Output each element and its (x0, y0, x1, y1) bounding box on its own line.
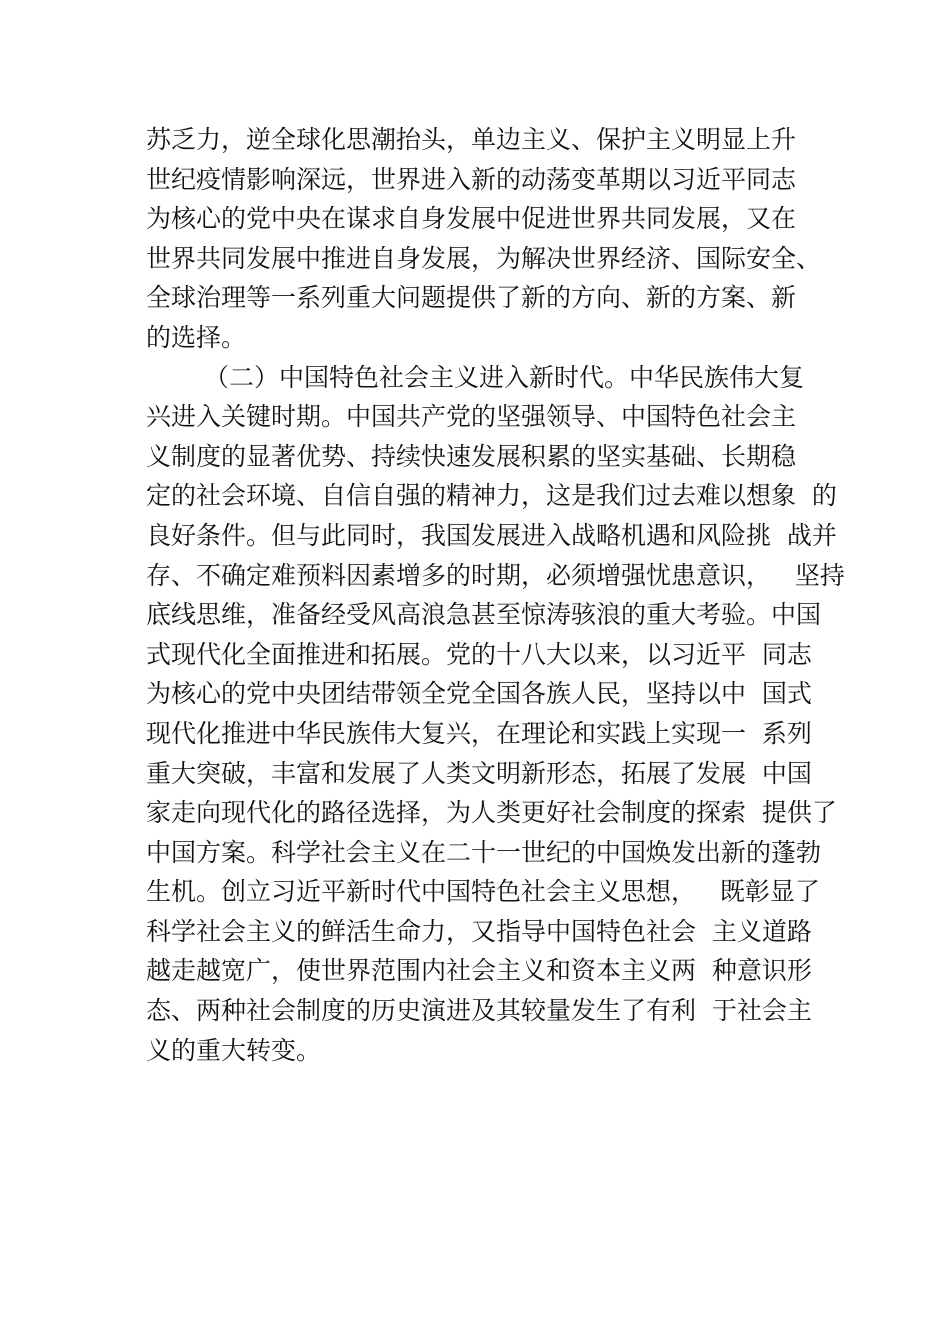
text-line: 为核心的党中央在谋求自身发展中促进世界共同发展，又在 (146, 204, 797, 234)
text-line: 世界共同发展中推进自身发展，为解决世界经济、国际安全、 (146, 243, 822, 273)
text-line: 生机。创立习近平新时代中国特色社会主义思想， 既彰显了 (146, 877, 820, 907)
section-heading-line: （二）中国特色社会主义进入新时代。中华民族伟大复 (204, 362, 805, 392)
text-line: 重大突破，丰富和发展了人类文明新形态，拓展了发展 中国 (146, 758, 812, 788)
text-line: 中国方案。科学社会主义在二十一世纪的中国焕发出新的蓬勃 (146, 837, 822, 867)
text-line: 式现代化全面推进和拓展。党的十八大以来，以习近平 同志 (146, 639, 812, 669)
text-line: 义制度的显著优势、持续快速发展积累的坚实基础、长期稳 (146, 441, 797, 471)
text-line: 定的社会环境、自信自强的精神力，这是我们过去难以想象 的 (146, 481, 837, 511)
text-line: 义的重大转变。 (146, 1035, 322, 1065)
text-line: 苏乏力，逆全球化思潮抬头，单边主义、保护主义明显上升 (146, 125, 797, 154)
text-line: 为核心的党中央团结带领全党全国各族人民，坚持以中 国式 (146, 679, 812, 709)
text-line: 兴进入关键时期。中国共产党的坚强领导、中国特色社会主 (146, 402, 797, 432)
text-line: 科学社会主义的鲜活生命力，又指导中国特色社会 主义道路 (146, 916, 812, 946)
text-line: 态、两种社会制度的历史演进及其较量发生了有利 于社会主 (146, 996, 812, 1026)
text-line: 家走向现代化的路径选择，为人类更好社会制度的探索 提供了 (146, 798, 837, 828)
text-line: 越走越宽广，使世界范围内社会主义和资本主义两 种意识形 (146, 956, 812, 986)
text-line: 的选择。 (146, 322, 247, 352)
text-line: 存、不确定难预料因素增多的时期，必须增强忧患意识， 坚持 (146, 560, 845, 590)
text-line: 底线思维，准备经受风高浪急甚至惊涛骇浪的重大考验。中国 (146, 600, 822, 630)
text-line: 世纪疫情影响深远，世界进入新的动荡变革期以习近平同志 (146, 164, 797, 194)
text-line: 全球治理等一系列重大问题提供了新的方向、新的方案、新 (146, 283, 797, 313)
text-line: 良好条件。但与此同时，我国发展进入战略机遇和风险挑 战并 (146, 520, 837, 550)
body-text (146, 120, 846, 1070)
text-line: 现代化推进中华民族伟大复兴，在理论和实践上实现一 系列 (146, 718, 812, 748)
